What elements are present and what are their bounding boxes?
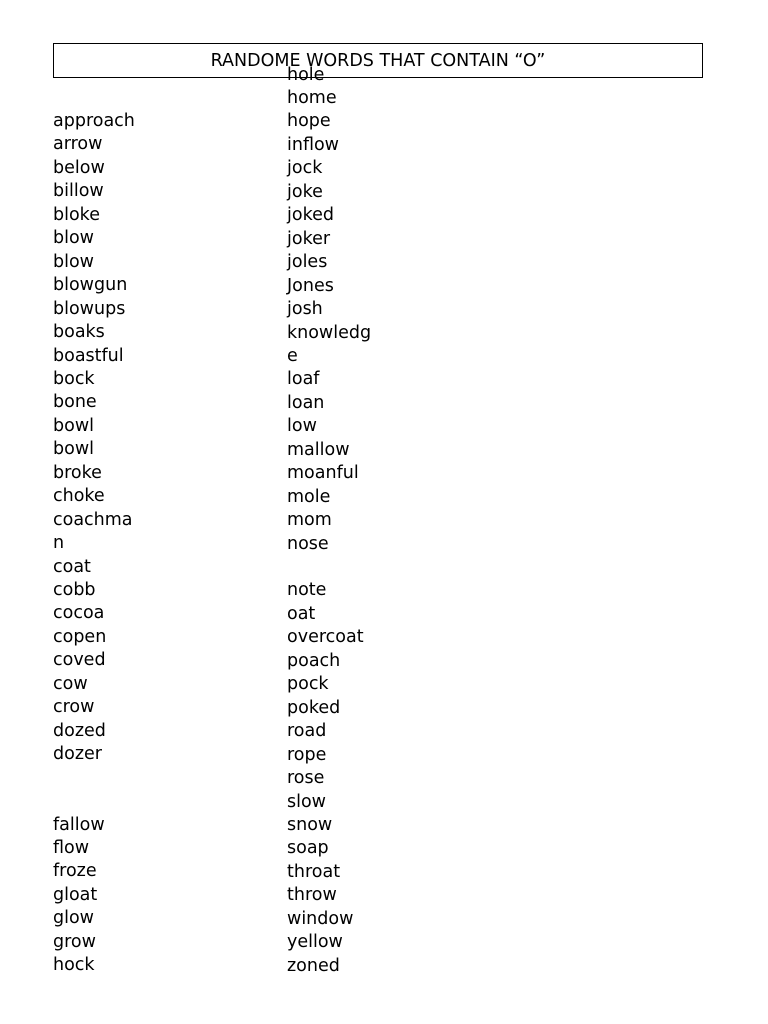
- word-item: window: [287, 908, 354, 929]
- page-title: [53, 43, 703, 78]
- word-item: snow: [287, 814, 333, 835]
- word-item: rope: [287, 744, 327, 765]
- word-item: inflow: [287, 134, 339, 155]
- word-item: glow: [53, 908, 94, 929]
- word-item: yellow: [287, 932, 343, 953]
- word-item: coat: [53, 556, 91, 577]
- word-item: knowledg: [287, 322, 372, 343]
- word-item: joker: [287, 228, 331, 249]
- word-item: boastful: [53, 345, 124, 366]
- word-item: low: [287, 416, 317, 437]
- word-item: fallow: [53, 814, 105, 835]
- word-item: blow: [53, 228, 94, 249]
- word-item: bloke: [53, 204, 100, 225]
- word-item: froze: [53, 861, 97, 882]
- word-item: dozed: [53, 720, 106, 741]
- word-item: mole: [287, 486, 331, 507]
- word-item: arrow: [53, 134, 103, 155]
- word-item: gloat: [53, 884, 98, 905]
- word-item: road: [287, 721, 327, 742]
- word-item: cow: [53, 673, 88, 694]
- word-item: boaks: [53, 322, 105, 343]
- word-item: throw: [287, 885, 337, 906]
- word-item: cobb: [53, 580, 96, 600]
- word-item: coved: [53, 650, 106, 671]
- word-item: overcoat: [287, 627, 364, 648]
- word-item: choke: [53, 486, 105, 507]
- word-item: approach: [53, 111, 135, 131]
- word-item: slow: [287, 791, 326, 812]
- word-item: poked: [287, 697, 341, 718]
- word-item: hope: [287, 111, 331, 132]
- word-item: grow: [53, 931, 96, 952]
- word-item: joles: [287, 252, 328, 273]
- word-item: below: [53, 157, 105, 178]
- word-item: crow: [53, 697, 95, 718]
- word-item: loaf: [287, 369, 320, 390]
- word-item: n: [53, 533, 65, 554]
- word-item: bowl: [53, 439, 94, 460]
- word-item: e: [287, 345, 298, 366]
- word-item: bock: [53, 368, 95, 389]
- word-item: blowgun: [53, 275, 128, 296]
- word-item: jock: [287, 158, 323, 179]
- word-item: rose: [287, 768, 325, 789]
- word-item: dozer: [53, 744, 102, 765]
- word-item: blowups: [53, 298, 126, 319]
- word-item: coachma: [53, 509, 133, 530]
- word-item: home: [287, 88, 337, 108]
- word-item: note: [287, 580, 327, 601]
- word-item: josh: [287, 299, 323, 320]
- title-text: RANDOME WORDS THAT CONTAIN “O”: [210, 50, 546, 71]
- word-item: throat: [287, 861, 341, 882]
- word-item: bowl: [53, 415, 94, 436]
- word-item: flow: [53, 837, 90, 858]
- word-item: broke: [53, 462, 102, 483]
- word-item: copen: [53, 626, 107, 647]
- word-item: bone: [53, 392, 97, 413]
- word-item: blow: [53, 251, 94, 272]
- cut-off-word: [287, 65, 367, 85]
- word-item: cocoa: [53, 603, 105, 624]
- word-item: nose: [287, 533, 329, 554]
- word-item: joked: [287, 205, 334, 226]
- word-item: soap: [287, 838, 329, 859]
- word-item: Jones: [287, 275, 334, 296]
- word-item: zoned: [287, 955, 340, 976]
- word-item: oat: [287, 603, 316, 624]
- word-item: billow: [53, 181, 104, 202]
- word-item: joke: [287, 181, 323, 202]
- word-item: pock: [287, 674, 329, 695]
- word-item: hock: [53, 955, 95, 976]
- word-item: moanful: [287, 463, 359, 484]
- cut-off-word-text: hole: [287, 65, 325, 85]
- word-item: mom: [287, 510, 332, 531]
- word-item: loan: [287, 392, 325, 413]
- word-item: poach: [287, 650, 341, 671]
- word-item: mallow: [287, 439, 350, 460]
